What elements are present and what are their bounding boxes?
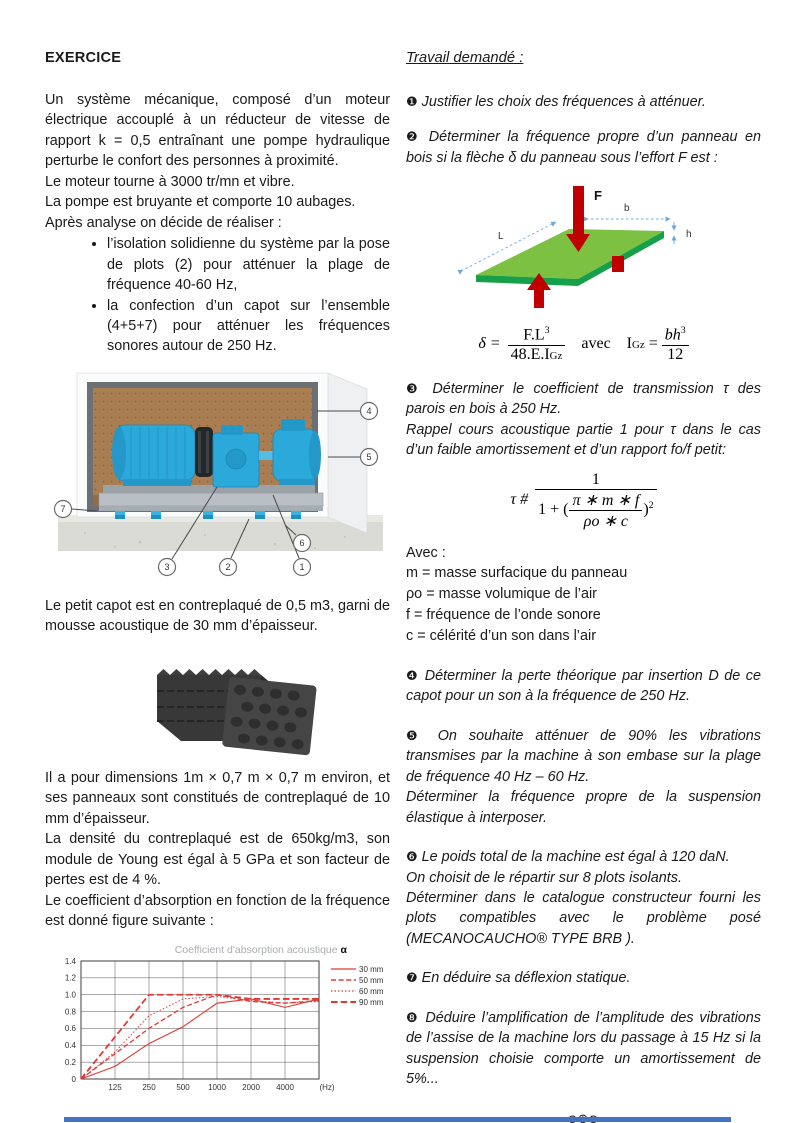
variable-f: f = fréquence de l’onde sonore [406, 607, 601, 624]
task-1-text: Justifier les choix des fréquences à atténuer. [421, 94, 706, 110]
length-label: L [498, 231, 504, 243]
variable-rho: ρo = masse volumique de l’air [406, 586, 597, 603]
capot-paragraph: Le petit capot est en contreplaqué de 0,5 m3, garni de mousse acoustique de 30 mm d’épaisseur. [45, 597, 390, 635]
motor-speed-line: Le moteur tourne à 3000 tr/mn et vibre. [45, 173, 295, 190]
task-5-text2: Déterminer la fréquence propre de la suspension élastique à interposer. [406, 789, 761, 826]
coupling [195, 427, 213, 477]
acoustic-foam-illustration [133, 645, 333, 757]
callout-4 [361, 402, 378, 419]
absorption-chart [45, 943, 390, 1111]
list-item-capot: • la confection d’un capot sur l’ensemble (4+5+7) pour atténuer les fréquences sonores autour de 250 Hz. [107, 296, 390, 357]
task-3-note: Rappel cours acoustique partie 1 pour τ dans le cas d’un faible amortissement et d’un rapport fo/f petit: [406, 421, 761, 459]
task-3-number: ❸ [406, 381, 424, 397]
machine-figure [45, 367, 390, 584]
svg-text:4: 4 [366, 405, 372, 416]
svg-text:2000: 2000 [242, 1083, 260, 1093]
svg-text:60 mm: 60 mm [359, 987, 384, 997]
svg-text:50 mm: 50 mm [359, 976, 384, 986]
task-5-text: On souhaite atténuer de 90% les vibrations transmises par la machine à son embase sur la plage de fréquence 40 Hz – 60 Hz. [406, 727, 762, 785]
leaning-foam-panel [222, 677, 317, 756]
measures-list [45, 234, 390, 357]
left-column [45, 50, 390, 1116]
deflection-formula: δ = $\frac{F.L^3}{\text{48.E.IGz}}$ avec IGz = $\frac{bh^3}{12}$ [406, 325, 761, 363]
panel-deflection-illustration [406, 178, 761, 310]
task-5-number: ❺ [406, 728, 426, 744]
svg-text:90 mm: 90 mm [359, 998, 384, 1008]
svg-text:(Hz): (Hz) [319, 1083, 335, 1093]
callout-6 [294, 534, 311, 551]
task-6-number: ❻ [406, 850, 418, 866]
task-3-text: Déterminer le coefficient de transmission τ des parois en bois à 250 Hz. [406, 380, 762, 418]
svg-text:500: 500 [176, 1083, 190, 1093]
task-8 [406, 1008, 761, 1090]
svg-text:0.8: 0.8 [64, 1007, 76, 1017]
absorption-intro-paragraph: Le coefficient d’absorption en fonction de la fréquence est donné figure suivante : [45, 892, 390, 929]
svg-text:0.6: 0.6 [64, 1024, 76, 1034]
avec-word: avec [581, 335, 611, 353]
callout-3 [159, 558, 176, 575]
dimensions-paragraph: Il a pour dimensions 1m × 0,7 m × 0,7 m environ, et ses panneaux sont constitués de contreplaqué de 10 mm d’épaisseur. [45, 769, 390, 827]
task-2 [406, 127, 761, 168]
svg-text:Coefficient d'absorption acous: Coefficient d'absorption acoustique α [174, 944, 347, 957]
svg-text:5: 5 [366, 451, 372, 462]
task-4-number: ❹ [406, 668, 420, 684]
svg-text:6: 6 [299, 537, 305, 548]
work-requested-heading: Travail demandé : [406, 50, 524, 66]
width-label: b [624, 203, 630, 215]
exercise-heading: EXERCICE [45, 50, 122, 66]
task-8-number: ❽ [406, 1010, 420, 1026]
svg-text:3: 3 [164, 561, 170, 572]
svg-text:0: 0 [71, 1075, 76, 1085]
task-3 [406, 379, 761, 420]
task-1 [406, 92, 761, 112]
steel-frame [99, 493, 323, 506]
task-7 [406, 968, 761, 988]
svg-text:7: 7 [60, 503, 66, 514]
absorption-chart-figure [45, 943, 390, 1116]
page-bottom-rule [64, 1117, 731, 1122]
svg-text:1.2: 1.2 [64, 974, 76, 984]
foam-figure [133, 645, 390, 762]
delta-lhs: δ = [478, 335, 501, 353]
task-2-text: Déterminer la fréquence propre d’un panneau en bois si la flèche δ du panneau sous l’effort F est : [406, 129, 761, 166]
task-1-number: ❶ [406, 95, 418, 110]
task-6-text: Le poids total de la machine est égal à 120 daN. [421, 849, 730, 866]
pump-line: La pompe est bruyante et comporte 10 aubages. [45, 194, 356, 211]
variables-block [406, 543, 761, 647]
svg-text:4000: 4000 [276, 1083, 294, 1093]
support-arrow [612, 256, 624, 272]
task-5 [406, 726, 761, 787]
task-4-text: Déterminer la perte théorique par insertion D de ce capot pour un son à la fréquence de 250 Hz. [406, 667, 762, 705]
svg-text:125: 125 [108, 1083, 122, 1093]
machine-enclosure-illustration [45, 367, 390, 579]
task-7-number: ❼ [406, 971, 418, 987]
gearbox [213, 425, 259, 487]
svg-text:0.2: 0.2 [64, 1058, 76, 1068]
callout-7 [55, 500, 72, 517]
task-6 [406, 847, 761, 867]
inertia-lhs: IGz = [626, 335, 658, 353]
svg-text:2: 2 [225, 561, 231, 572]
right-column [406, 50, 761, 1123]
callout-1 [294, 558, 311, 575]
callout-2 [220, 558, 237, 575]
transmission-formula: τ # 1 1 + ( $\frac{\pi ∗ m ∗ f}{\rho o ∗ c}$ )$^2$ [406, 471, 761, 531]
intro-paragraph: Un système mécanique, composé d’un moteur électrique accouplé à un réducteur de vitesse de rapport k = 0,5 entraînant une pompe hydraulique perturbe le confort des personnes à proximité. [45, 92, 390, 170]
analysis-line: Après analyse on décide de réaliser : [45, 214, 282, 231]
variable-c: c = célérité d’un son dans l’air [406, 628, 596, 644]
svg-text:1: 1 [299, 561, 305, 572]
svg-text:1.4: 1.4 [64, 957, 76, 967]
density-paragraph: La densité du contreplaqué est de 650kg/m3, son module de Young est égal à 5 GPa et son facteur de pertes est de 4 %. [45, 831, 390, 889]
panel-figure [406, 178, 761, 315]
svg-text:0.4: 0.4 [64, 1041, 76, 1051]
svg-text:30 mm: 30 mm [359, 965, 384, 975]
tau-lhs: τ # [510, 491, 529, 509]
svg-text:250: 250 [142, 1083, 156, 1093]
task-7-text: En déduire sa déflexion statique. [421, 970, 631, 987]
task-8-text: Déduire l’amplification de l’amplitude des vibrations de l’assise de la machine lors du passage à 15 Hz si la suspension choisie comporte un amortissement de 5%... [406, 1009, 762, 1088]
task-2-number: ❷ [406, 130, 422, 146]
variable-m: m = masse surfacique du panneau [406, 565, 628, 582]
list-item-isolation: • l’isolation solidienne du système par la pose de plots (2) pour atténuer la plage de fréquence 40-60 Hz, [107, 234, 390, 295]
task-6-text2: On choisit de le répartir sur 8 plots isolants. [406, 869, 682, 886]
task-4 [406, 666, 761, 707]
electric-motor [112, 425, 195, 486]
callout-5 [361, 448, 378, 465]
thickness-label: h [686, 229, 692, 241]
task-6-text3: Déterminer dans le catalogue constructeur fourni les plots compatibles avec le problème posé (MECANOCAUCHO® TYPE BRB ). [406, 889, 761, 947]
svg-text:1000: 1000 [208, 1083, 226, 1093]
avec-intro: Avec : [406, 544, 446, 561]
svg-text:1.0: 1.0 [64, 990, 76, 1000]
force-label: F [594, 188, 602, 204]
